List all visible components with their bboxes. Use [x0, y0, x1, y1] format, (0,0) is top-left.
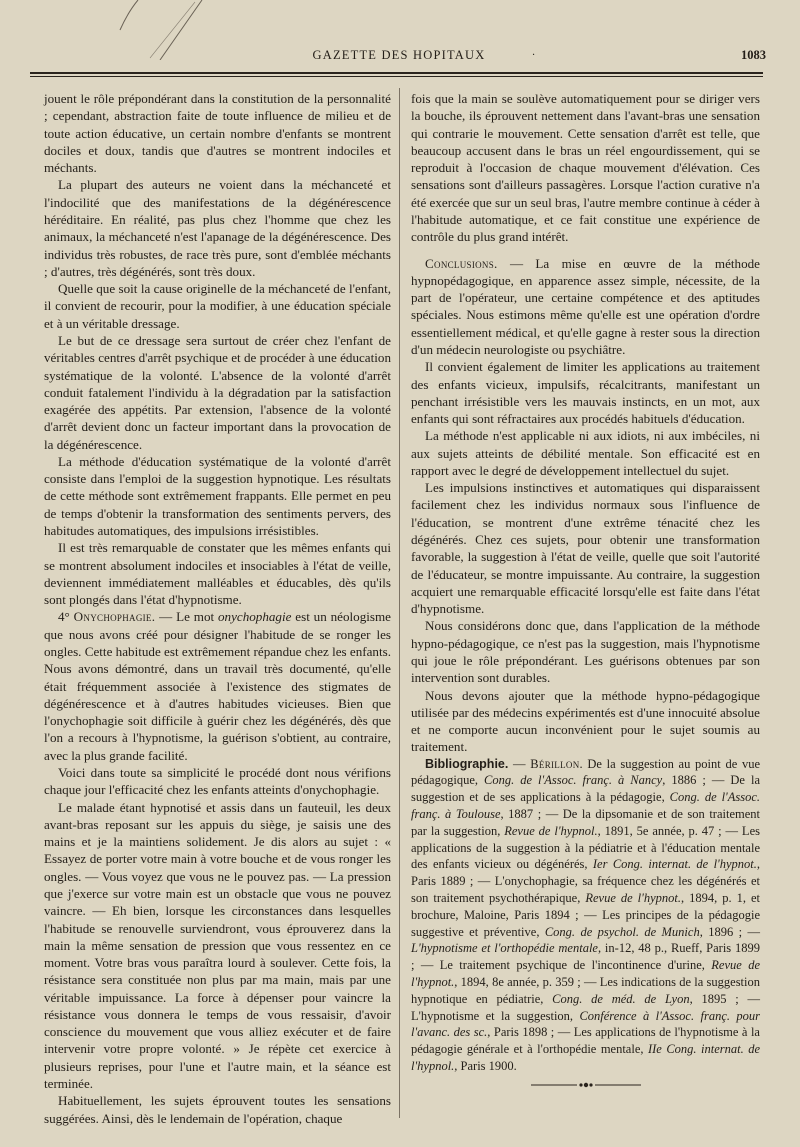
text-run: , 1896 ; —: [699, 924, 760, 939]
text-run: — Le mot: [155, 609, 218, 625]
bib-source: Revue de l'hypnol.: [504, 823, 598, 838]
text-run: , 1894, 8e année, p. 359 ; — Les indications de la suggestion hypnotique en pédiatrie,: [411, 975, 760, 1006]
section-heading: Onychophagie.: [73, 609, 156, 625]
left-column: [44, 90, 391, 1127]
header-dot: ·: [532, 50, 536, 61]
text-run: , Paris 1889 ; — L'onychophagie, sa fréquence chez les dégénérés et son traitement psychothérapique,: [411, 857, 760, 906]
text-run: — La mise en œuvre de la méthode hypnopédagogique, en apparence assez simple, nécessite, de la part de l'opérateur, une certaine compétence et des aptitudes spéciales. Nous estimons même qu'elle est une opération d'ordre essentiellement médical, et qu'elle gagne à rester sous la direction d'un médecin neurologiste ou psychiâtre.: [411, 255, 760, 357]
column-divider: [399, 88, 400, 1118]
paragraph: Le malade étant hypnotisé et assis dans un fauteuil, les deux avant-bras reposant sur les appuis du siège, je saisis une des mains et je la maintiens solidement. Je dis alors au sujet : « Essayez de porter votre main à votre bouche et de vous ronger les ongles. — Vous voyez que vous ne le pouvez pas. — La pression que j'exerce sur votre main est un obstacle que vous ne pouvez vaincre. — Eh bien, lorsque les circonstances dans lesquelles l'habitude se renouvelle surviendront, vous éprouverez dans la main la même sensation de pression que vous ressentez en ce moment. Votre bras vous paraîtra lourd à soulever. Cette fois, la résistance sera constituée non plus par ma main, mais par une véritable impuissance. La force à dépenser pour vaincre la résistance vous donnera le temps de vous ressaisir, d'avoir conscience du mouvement que vous alliez exécuter et de faire intervenir votre propre volonté. » Je répète cet exercice à plusieurs reprises, pour l'une et l'autre main, et la séance est terminée.: [44, 799, 391, 1092]
text-run: , 1887 ; — De la dipsomanie et de son traitement par la suggestion,: [411, 807, 760, 838]
bib-source: Ier Cong. internat. de l'hypnot.: [592, 857, 757, 872]
paragraph: Les impulsions instinctives et automatiques qui disparaissent facilement chez les individus normaux sous l'influence de l'éducation, se montrent d'une extrême ténacité chez les dégénérés. Chez ces sujets, pour obtenir une transformation favorable, la suggestion à l'état de veille, quelle que soit l'autorité de l'éducateur, se montre impuissante. Au contraire, la suggestion acquiert une remarquable efficacité lorsqu'elle est faite dans l'état d'hypnotisme.: [411, 480, 760, 617]
paragraph: Il convient également de limiter les applications au traitement des enfants vicieux, impulsifs, récalcitrants, manifestant un penchant irrésistible vers les mauvais instincts, en un mot, aux enfants qui sont réfractaires aux procédés habituels d'éducation.: [411, 359, 760, 427]
emphasis: onychophagie: [217, 609, 292, 625]
paragraph: Habituellement, les sujets éprouvent toutes les sensations suggérées. Ainsi, dès le lendemain de l'opération, chaque: [44, 1093, 391, 1126]
paragraph: fois que la main se soulève automatiquement pour se diriger vers la bouche, ils éprouvent nettement dans l'avant-bras une sensation qui contrarie le mouvement. Cette sensation d'arrêt est telle, que beaucoup accusent dans le bras un réel engourdissement, qui se reproduit à l'occasion de chaque mouvement d'élévation. Ces sensations sont d'ailleurs passagères. Lorsque l'action curative n'a été exercée que sur un seul bras, l'autre membre continue à céder à l'habitude automatique, et ce fait constitue une expérience de contrôle du plus grand intérêt.: [411, 91, 760, 245]
bib-source: Cong. de l'Assoc. franç. à Nancy: [484, 773, 663, 788]
section-heading: Conclusions.: [425, 255, 498, 271]
paragraph: Le but de ce dressage sera surtout de créer chez l'enfant de véritables centres d'arrêt psychique et de procéder à une éducation systématique de la volonté. L'absence de la volonté d'arrêt conduit fatalement l'individu à la dégradation par la satisfaction exagérée des appétits. Par extension, l'absence de la volonté d'arrêt devient donc un facteur important dans la provocation de la dégénérescence.: [44, 332, 391, 452]
paragraph: La plupart des auteurs ne voient dans la méchanceté et l'indocilité que des manifestations de la dégénérescence héréditaire. En réalité, pas plus chez l'homme que chez les animaux, la méchanceté n'est l'apanage de la dégénérescence. Des individus très robustes, de race très pure, sont d'emblée méchants ; d'autres, très dégénérés, sont très doux.: [44, 177, 391, 279]
paragraph: Nous considérons donc que, dans l'application de la méthode hypno-pédagogique, ce n'est pas la suggestion, mais l'hypnotisme qui joue le rôle prépondérant. Les guérisons obtenues par son intervention sont durables.: [411, 618, 760, 686]
bib-source: Revue de l'hypnot.: [585, 891, 681, 906]
text-run: , 1894, p. 1, et brochure, Maloine, Paris 1894 ; — Les principes de la pédagogie suggestive et préventive,: [411, 891, 760, 939]
text-run: , 1891, 5e année, p. 47 ; — Les applications de la suggestion à la pédiatrie et à l'éducation mentale des enfants vicieux ou dégénérés,: [411, 823, 760, 872]
paragraph: jouent le rôle prépondérant dans la constitution de la personnalité ; cependant, abstraction faite de toute influence de milieu et de toute action éducative, un certain nombre d'enfants se montrent dociles et doux, tandis que d'autres se montrent indociles et méchants.: [44, 91, 391, 176]
bib-source: L'hypnotisme et l'orthopédie mentale: [411, 941, 598, 956]
right-column: [411, 90, 760, 1091]
bib-source: Conférence à l'Assoc. franç. pour l'avanc. des sc.: [411, 1008, 761, 1040]
paragraph: La méthode n'est applicable ni aux idiots, ni aux imbéciles, ni aux sujets atteints de débilité mentale. Son efficacité est en rapport avec le degré de développement intellectuel du sujet.: [411, 428, 760, 478]
paragraph: La méthode d'éducation systématique de la volonté d'arrêt consiste dans l'emploi de la suggestion hypnotique. Les résultats de cette méthode sont extrêmement frappants. Elle permet en peu de temps d'obtenir la transformation des sentiments pervers, des habitudes automatiques, des impulsions irrésistibles.: [44, 453, 391, 539]
text-run: , Paris 1900.: [454, 1059, 517, 1074]
text-run: . De la suggestion au point de vue pédagogique,: [411, 756, 760, 788]
page-header: [30, 48, 768, 70]
paragraph: Nous devons ajouter que la méthode hypno-pédagogique utilisée par des médecins expérimentés est d'une innocuité absolue et ne comporte aucun inconvénient pour le sujet soumis au traitement.: [411, 687, 760, 755]
section-conclusions: [411, 255, 760, 359]
header-rule-thick: [30, 72, 763, 74]
text-run: , 1886 ; — De la suggestion et de ses applications à la pédagogie,: [411, 773, 760, 805]
bibliography: [411, 756, 760, 1075]
bib-source: Revue de l'hypnot.: [411, 958, 760, 990]
ornament-rule-icon: [531, 1081, 641, 1089]
bibliography-title: Bibliographie.: [425, 756, 509, 771]
header-rule-thin: [30, 76, 763, 77]
end-ornament: [411, 1081, 760, 1091]
text-run: est un néologisme que nous avons créé pour désigner l'habitude de se ronger les ongles. Cette habitude est extrêmement répandue chez les enfants. Nous avons démontré, dans un travail très documenté, qu'elle était fréquemment associée à l'existence des stigmates de dégénérescence et à d'autres habitudes vicieuses. Bien que l'onychophagie soit difficile à guérir chez les dégénérés, dès que l'on a recours à l'hypnotisme, la guérison s'obtient, au contraire, avec la plus grande facilité.: [44, 609, 391, 763]
bib-source: Cong. de l'Assoc. franç. à Toulouse: [411, 790, 761, 822]
text-run: —: [508, 756, 531, 771]
section-onychophagie: [44, 608, 391, 764]
section-number: 4°: [58, 609, 70, 625]
text-run: , Paris 1898 ; — Les applications de l'hypnotisme à la pédagogie générale et à l'orthopédie mentale,: [411, 1025, 760, 1057]
bib-source: Cong. de méd. de Lyon: [552, 991, 690, 1006]
paragraph: Quelle que soit la cause originelle de la méchanceté de l'enfant, il convient de recourir, pour la modifier, à une éducation spéciale et à un véritable dressage.: [44, 281, 391, 331]
paragraph: Voici dans toute sa simplicité le procédé dont nous vérifions chaque jour l'efficacité chez les enfants atteints d'onychophagie.: [44, 764, 391, 798]
page-number: 1083: [741, 48, 766, 62]
bib-source: Cong. de psychol. de Munich: [544, 924, 700, 939]
bib-source: IIe Cong. internat. de l'hypnol.: [411, 1042, 760, 1074]
running-title: GAZETTE DES HOPITAUX: [312, 48, 486, 62]
bib-author: Bérillon: [530, 756, 580, 771]
text-run: , 1895 ; — L'hypnotisme et la suggestion,: [411, 991, 760, 1023]
text-run: , in-12, 48 p., Rueff, Paris 1899 ; — Le traitement psychique de l'incontinence d'urine,: [411, 941, 760, 973]
paragraph: Il est très remarquable de constater que les mêmes enfants qui se montrent absolument indociles et insociables à l'état de veille, deviennent immédiatement malléables et éducables, dès qu'ils sont plongés dans l'état d'hypnotisme.: [44, 540, 391, 608]
